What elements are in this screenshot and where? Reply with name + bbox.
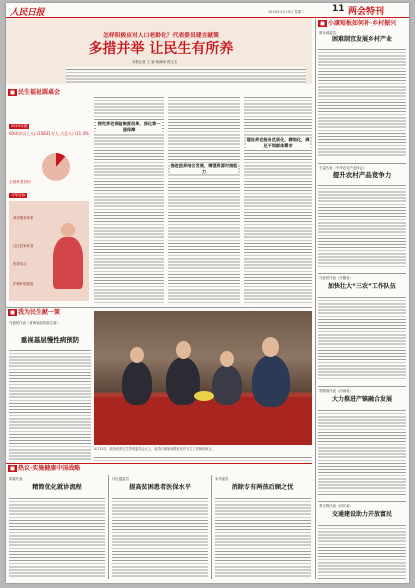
person-head (220, 351, 234, 367)
stat1-text: 60周岁以上人口15831万人 占总人口11.4% (9, 131, 89, 136)
infographic-note-4: 护理补贴制度 (13, 282, 34, 286)
page-title: 两会特刊 (348, 7, 385, 17)
elderly-head-icon (61, 223, 75, 237)
right-article-3-body (318, 295, 406, 380)
mid-rule (6, 307, 312, 308)
right-rule-1 (318, 163, 406, 164)
right-article-1-body (318, 47, 406, 157)
bottom-section: ◼ 热议·实施健康中国战略 (10, 465, 81, 472)
mid-body (94, 455, 312, 461)
person-figure (252, 355, 290, 407)
right-column-section: ◼ 小康短板如何补·乡村振兴 (320, 20, 397, 27)
stat3-label: 今年目标 (11, 193, 26, 197)
right-article-4-headline: 大力推进产镇融合发展 (331, 396, 392, 403)
bottom-article-2-byline: 闫红霞委员 (112, 477, 129, 481)
person-figure (212, 365, 242, 405)
bottom-article-3-body (215, 496, 311, 579)
newspaper-logo: 人民日报 (10, 8, 45, 18)
right-article-5-byline: 李文明代表（四川省） (319, 504, 353, 508)
left-column-section: ◼ 我为民生献一策 (10, 309, 60, 316)
person-figure (122, 361, 152, 405)
stat2-label: 全国养老机构 (9, 180, 31, 184)
bottom-article-2-body (112, 496, 208, 579)
bottom-divider-1 (108, 475, 109, 579)
left-column-byline: 马福民代表（青海省政协副主席） (9, 321, 60, 325)
right-article-5-headline: 交通建设助力开放富民 (331, 511, 392, 518)
infographic-title: ◼ 民生福祉圆桌会 (10, 89, 60, 96)
right-article-2-byline: 王益代表（中华农业产业协会） (319, 166, 367, 170)
top-story-byline: 本报记者 王 斌 杨润雨 蒋文玉 (132, 60, 177, 64)
right-article-3-byline: 马爱民代表（安徽省） (319, 276, 353, 280)
story-subhead-3: 建设养老服务优质化、精细化，满足不同群体需求 (246, 137, 310, 148)
left-section-marker: ◼ (10, 309, 15, 316)
right-article-5-body (318, 523, 406, 579)
bottom-article-3-headline: 消除专有两孩后顾之忧 (231, 484, 294, 491)
left-column-headline: 重视基层慢性病预防 (20, 336, 80, 344)
left-column-body (9, 348, 91, 461)
infographic-note-2: 社区居家养老 (13, 244, 34, 248)
bottom-article-3-byline: 宋华委员 (215, 477, 229, 481)
right-column-divider (315, 19, 316, 579)
newspaper-page (6, 3, 409, 583)
right-rule-3 (318, 386, 406, 387)
infographic-marker: ◼ (10, 89, 15, 96)
infographic-panel (9, 201, 89, 301)
top-story-headline: 多措并举 让民生有所养 (88, 41, 234, 57)
infographic-note-1: 养老服务体系 (13, 216, 34, 220)
pie-chart-icon (42, 153, 70, 181)
right-article-3-headline: 加快壮大“三农”工作队伍 (328, 283, 396, 290)
person-head (262, 337, 279, 357)
right-rule-2 (318, 273, 406, 274)
right-article-4-byline: 蔡德清代表（河南省） (319, 389, 353, 393)
story-col-3 (244, 95, 312, 305)
page-number: 11 (332, 4, 345, 14)
right-article-1-byline: 廖永林委员 (319, 31, 336, 35)
story-subhead-1: 探究养老保险制度改革，深化第一道保障 (97, 121, 161, 132)
bottom-article-1-headline: 精简优化就诊流程 (32, 484, 82, 491)
right-section-marker: ◼ (320, 20, 325, 27)
bottom-rule (6, 463, 312, 464)
elderly-figure-icon (53, 237, 83, 289)
right-article-2-body (318, 183, 406, 268)
right-article-4-body (318, 408, 406, 496)
top-story-lead (66, 67, 306, 84)
photo-caption: 3月13日，政协医药卫生界别委员会议上，委员们就如何做好医疗卫生工作畅所欲言。 (94, 447, 215, 451)
bottom-article-1-byline: 陈斌代表 (9, 477, 23, 481)
right-rule-4 (318, 501, 406, 502)
bottom-divider-2 (211, 475, 212, 579)
right-article-1-headline: 困难制宜发展乡村产业 (331, 36, 392, 43)
right-article-2-headline: 提升农村产品竞争力 (332, 171, 392, 179)
meeting-photo (94, 311, 312, 445)
top-story-kicker: 怎样积极应对人口老龄化？代表委员建言献策 (103, 33, 219, 39)
bottom-article-1-body (9, 496, 105, 579)
infographic-note-3: 医养结合 (13, 262, 27, 266)
stat1-label: 2015年底 (11, 124, 28, 128)
issue-date: 2016年3月15日 星期二 (268, 10, 305, 14)
bottom-article-2-headline: 提高贫困患者医保水平 (129, 484, 191, 491)
bottom-section-marker: ◼ (10, 465, 15, 472)
story-subhead-2: 推进医养结合发展，增强资源对接能力 (170, 163, 238, 174)
story-col-2 (168, 95, 240, 305)
person-head (176, 341, 191, 359)
person-head (130, 347, 144, 363)
table-flowers-icon (194, 391, 214, 401)
